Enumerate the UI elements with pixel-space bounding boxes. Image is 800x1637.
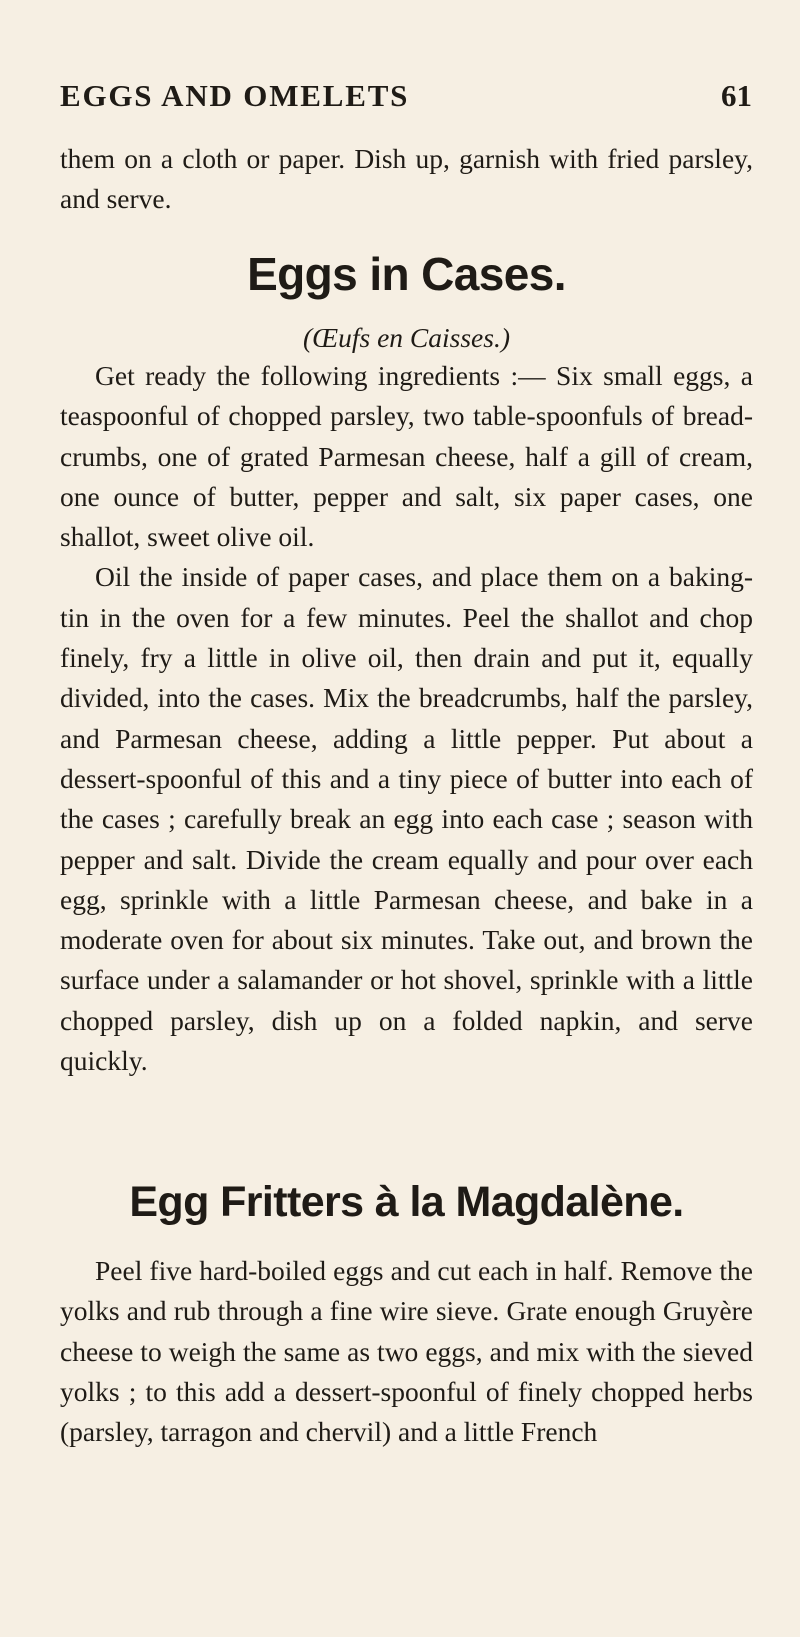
intro-paragraph: them on a cloth or paper. Dish up, garnish with fried parsley, and serve. <box>60 143 753 215</box>
section-heading-eggs-in-cases: Eggs in Cases. <box>247 248 566 300</box>
page-number: 61 <box>721 78 752 113</box>
running-head <box>60 78 752 118</box>
eggs-in-cases-body <box>60 356 753 1081</box>
section-subtitle-oeufs-en-caisses: (Œufs en Caisses.) <box>303 322 510 353</box>
egg-fritters-body <box>60 1251 753 1452</box>
running-title: EGGS AND OMELETS <box>60 78 410 113</box>
section-heading-egg-fritters: Egg Fritters à la Magdalène. <box>129 1178 684 1226</box>
ingredients-paragraph: Get ready the following ingredients :— Six small eggs, a teaspoonful of chopped parsley, two table-spoonfuls of bread-crumbs, one of grated Parmesan cheese, half a gill of cream, one ounce of butter, pepper and salt, six paper cases, one shallot, sweet olive oil. <box>60 360 753 553</box>
fritters-paragraph: Peel five hard-boiled eggs and cut each in half. Remove the yolks and rub through a fine wire sieve. Grate enough Gruyère cheese to weigh the same as two eggs, and mix with the sieved yolks ; to this add a dessert-spoonful of finely chopped herbs (parsley, tarragon and chervil) and a little French <box>60 1255 753 1448</box>
intro-block <box>60 139 753 220</box>
method-paragraph: Oil the inside of paper cases, and place them on a baking-tin in the oven for a few minutes. Peel the shallot and chop finely, fry a little in olive oil, then drain and put it, equally divided, into the cases. Mix the breadcrumbs, half the parsley, and Parmesan cheese, adding a little pepper. Put about a dessert-spoonful of this and a tiny piece of butter into each of the cases ; carefully break an egg into each case ; season with pepper and salt. Divide the cream equally and pour over each egg, sprinkle with a little Parmesan cheese, and bake in a moderate oven for about six minutes. Take out, and brown the surface under a salamander or hot shovel, sprinkle with a little chopped parsley, dish up on a folded napkin, and serve quickly. <box>60 561 753 1077</box>
